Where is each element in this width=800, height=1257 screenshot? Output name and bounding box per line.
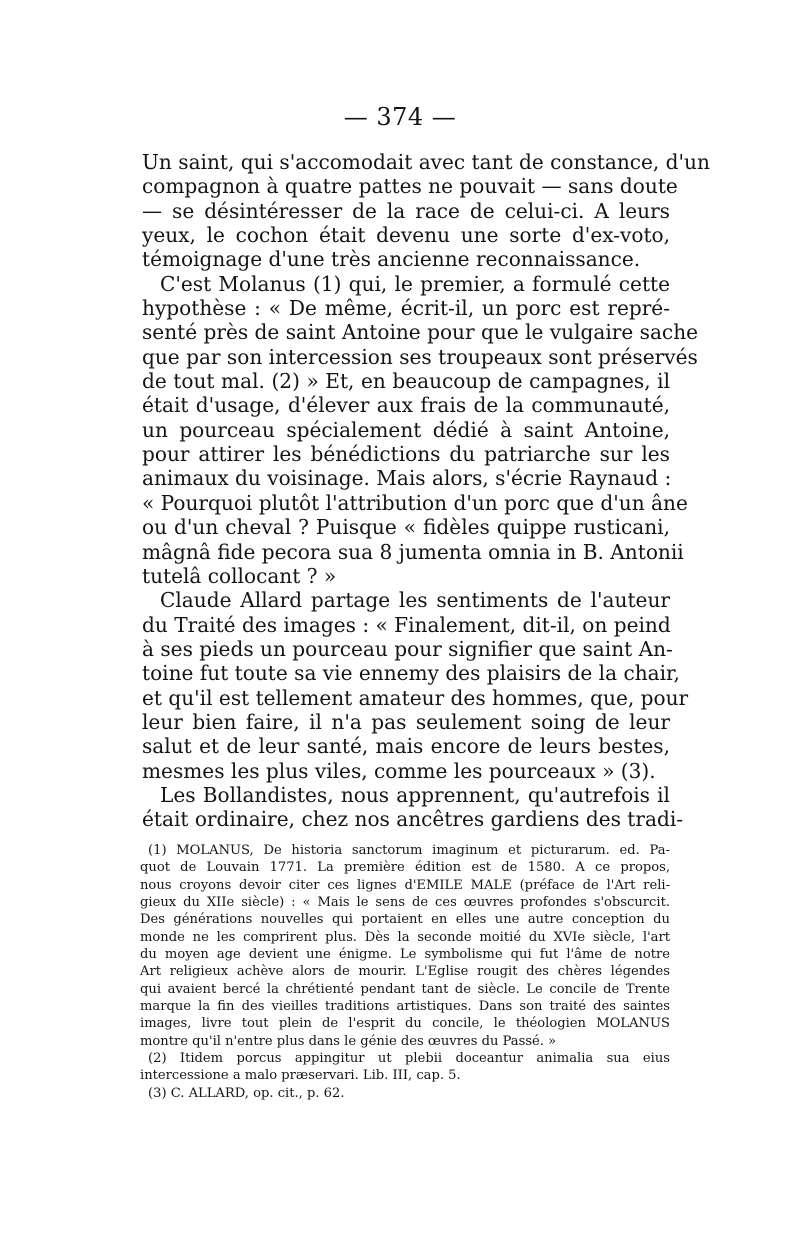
text-line: Les Bollandistes, nous apprennent, qu'autrefois il <box>160 782 670 807</box>
text-line: Claude Allard partage les sentiments de l'auteur <box>160 588 670 613</box>
text-line: « Pourquoi plutôt l'attribution d'un porc que d'un âne <box>142 490 688 515</box>
footnotes <box>140 842 670 1102</box>
footnote-line: (2) Itidem porcus appingitur ut plebii doceantur animalia sua eius <box>148 1051 670 1067</box>
text-line: compagnon à quatre pattes ne pouvait — sans doute <box>142 174 678 199</box>
text-line: Un saint, qui s'accomodait avec tant de constance, d'un <box>142 150 710 174</box>
page-number: — 374 — <box>343 103 457 131</box>
footnote-line: montre qu'il n'entre plus dans le génie des œuvres du Passé. » <box>140 1033 557 1049</box>
text-line: était d'usage, d'élever aux frais de la communauté, <box>142 393 670 418</box>
footnote-line: images, livre tout plein de l'esprit du concile, le théologien MOLANUS <box>140 1016 670 1032</box>
text-line: hypothèse : « De même, écrit-il, un porc est repré- <box>142 296 670 321</box>
footnote-line: (3) C. ALLARD, op. cit., p. 62. <box>148 1085 345 1101</box>
footnote-line: intercessione a malo præservari. Lib. III, cap. 5. <box>140 1068 461 1084</box>
text-line: de tout mal. (2) » Et, en beaucoup de campagnes, il <box>142 369 670 394</box>
footnote-line: nous croyons devoir citer ces lignes d'EMILE MALE (préface de l'Art reli- <box>140 877 670 893</box>
text-line: tutelâ collocant ? » <box>142 563 337 588</box>
text-line: à ses pieds un pourceau pour signifier que saint An- <box>142 636 673 661</box>
footnote-line: du moyen age devient une énigme. Le symbolisme qui fut l'âme de notre <box>140 947 670 963</box>
footnote-line: (1) MOLANUS, De historia sanctorum imaginum et picturarum. ed. Pa- <box>148 843 670 858</box>
main-text <box>142 150 710 832</box>
footnote-line: marque la fin des vieilles traditions artistiques. Dans son traité des saintes <box>140 999 670 1015</box>
footnote-line: Des générations nouvelles qui portaient en elles une autre conception du <box>140 912 670 928</box>
footnote-line: monde ne les comprirent plus. Dès la seconde moitié du XVIe siècle, l'art <box>140 929 670 945</box>
text-line: animaux du voisinage. Mais alors, s'écrie Raynaud : <box>142 466 672 491</box>
text-line: leur bien faire, il n'a pas seulement soing de leur <box>142 709 670 734</box>
text-line: yeux, le cochon était devenu une sorte d'ex-voto, <box>142 223 670 248</box>
text-line: mâgnâ fide pecora sua 8 jumenta omnia in B. Antonii <box>142 539 684 564</box>
text-line: du Traité des images : « Finalement, dit-il, on peind <box>142 612 671 637</box>
footnote-line: quot de Louvain 1771. La première édition est de 1580. A ce propos, <box>140 860 670 876</box>
text-line: C'est Molanus (1) qui, le premier, a formulé cette <box>160 271 670 296</box>
text-line: senté près de saint Antoine pour que le vulgaire sache <box>142 320 699 345</box>
text-line: — se désintéresser de la race de celui-ci. A leurs <box>142 198 670 223</box>
text-line: mesmes les plus viles, comme les pourceaux » (3). <box>142 758 656 783</box>
text-line: témoignage d'une très ancienne reconnaissance. <box>142 247 641 272</box>
text-line: que par son intercession ses troupeaux sont préservés <box>142 344 698 369</box>
footnote-line: Art religieux achève alors de mourir. L'Eglise rougit des chères légendes <box>140 964 670 980</box>
text-line: un pourceau spécialement dédié à saint Antoine, <box>142 417 670 442</box>
text-line: toine fut toute sa vie ennemy des plaisirs de la chair, <box>142 661 680 686</box>
text-line: salut et de leur santé, mais encore de leurs bestes, <box>142 734 670 759</box>
footnote-line: qui avaient bercé la chrétienté pendant tant de siècle. Le concile de Trente <box>140 981 670 997</box>
text-line: ou d'un cheval ? Puisque « fidèles quippe rusticani, <box>142 515 670 540</box>
footnote-line: gieux du XIIe siècle) : « Mais le sens de ces œuvres profondes s'obscurcit. <box>140 895 670 911</box>
text-line: et qu'il est tellement amateur des hommes, que, pour <box>142 685 689 710</box>
text-line: pour attirer les bénédictions du patriarche sur les <box>142 442 670 467</box>
text-line: était ordinaire, chez nos ancêtres gardiens des tradi- <box>142 807 684 832</box>
